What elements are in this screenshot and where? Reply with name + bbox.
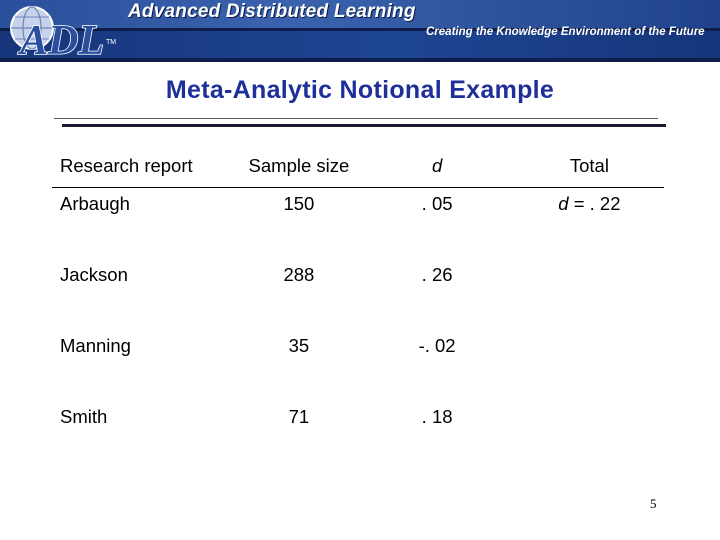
page-number: 5 (650, 496, 657, 511)
column-header-d: d (431, 155, 443, 176)
brand-title: Advanced Distributed Learning (128, 1, 416, 22)
adl-globe-logo-icon (8, 2, 126, 60)
column-header-report: Research report (60, 155, 193, 176)
cell-sample-size: 150 (283, 193, 315, 214)
cell-total (515, 188, 664, 260)
cell-total (515, 330, 664, 401)
total-symbol: d (558, 193, 569, 214)
title-rule-thin (54, 118, 658, 119)
cell-report: Arbaugh (60, 193, 130, 214)
cell-total (515, 401, 664, 472)
total-value: = . 22 (568, 193, 621, 214)
cell-sample-size: 71 (288, 406, 310, 427)
meta-analysis-table (52, 145, 664, 472)
tagline: Creating the Knowledge Environment of the Future (426, 26, 705, 38)
cell-report: Smith (60, 406, 108, 427)
cell-d: -. 02 (418, 335, 456, 356)
logo-trademark: TM (106, 39, 117, 46)
cell-d: . 05 (421, 193, 453, 214)
cell-total (515, 259, 664, 330)
cell-d: . 26 (421, 264, 453, 285)
table-row (52, 330, 664, 401)
header-banner (0, 0, 720, 62)
cell-sample-size: 35 (288, 335, 310, 356)
table-row (52, 401, 664, 472)
cell-d: . 18 (421, 406, 453, 427)
page-title: Meta-Analytic Notional Example (165, 76, 555, 104)
column-header-total: Total (569, 155, 609, 176)
title-rule-thick (62, 124, 666, 127)
logo-text: ADL (20, 18, 104, 60)
cell-report: Jackson (60, 264, 128, 285)
cell-report: Manning (60, 335, 131, 356)
table-row (52, 188, 664, 260)
table-row (52, 259, 664, 330)
table-header-row (52, 145, 664, 188)
cell-sample-size: 288 (283, 264, 315, 285)
column-header-sample-size: Sample size (248, 155, 350, 176)
